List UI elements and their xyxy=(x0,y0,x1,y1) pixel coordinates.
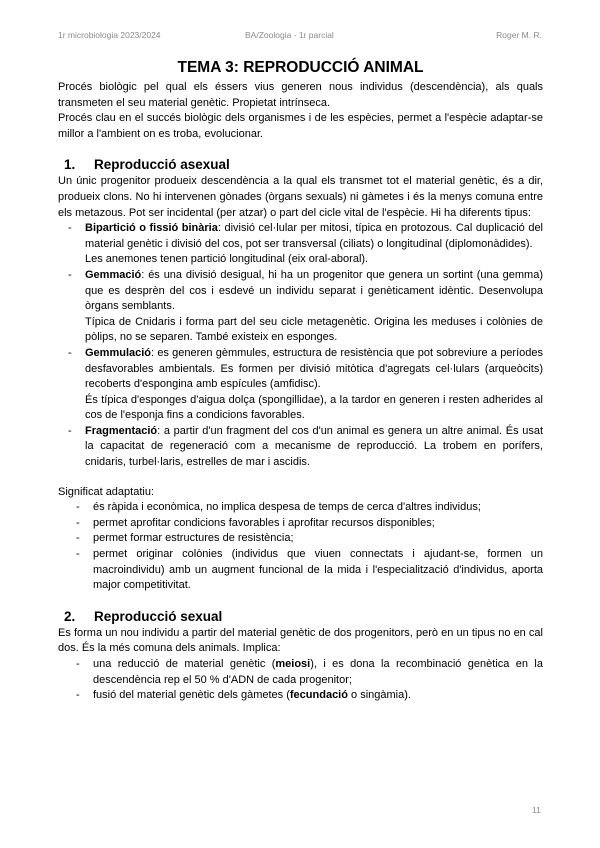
section-2-number: 2. xyxy=(64,608,76,624)
page-title: TEMA 3: REPRODUCCIÓ ANIMAL xyxy=(177,59,424,76)
term: Gemmulació xyxy=(85,346,152,359)
adaptive-label: Significat adaptatiu: xyxy=(58,485,155,498)
list-item: - permet formar estructures de resistència; xyxy=(58,531,543,547)
page-number: 11 xyxy=(532,805,541,815)
text-pre: fusió del material genètic dels gàmetes ( xyxy=(93,689,290,702)
section-2-heading xyxy=(58,608,543,626)
intro-paragraph-2: Procés clau en el succés biològic dels organismes i de les espècies, permet a l'espècie adaptar-se millor a l'ambient on es troba, evolucionar. xyxy=(58,112,543,140)
term: Fragmentació xyxy=(85,424,158,437)
definition: : és una divisió desigual, hi ha un progenitor que genera un sortint (una gemma) que es desprèn del cos i esdevé un individu separat i genèticament idèntic. Desenvolupa òrgans semblants. xyxy=(85,268,543,313)
list-item-fertilization xyxy=(58,688,543,704)
adaptive-list xyxy=(58,500,543,594)
term: Bipartició o fissió binària xyxy=(85,222,218,235)
header-subject: BA/Zoologia - 1r parcial xyxy=(245,30,334,40)
intro-paragraph-1: Procés biològic pel qual els éssers vius generen nous individus (descendència), als quals transmeten el seu material genètic. Propietat intrínseca. xyxy=(58,81,543,109)
section-1-number: 1. xyxy=(64,157,76,173)
continuation: Típica de Cnidaris i forma part del seu cicle metagenètic. Origina les meduses i colònies de pòlips, no se separen. També existeix en esponges. xyxy=(85,315,543,344)
asexual-types-list xyxy=(58,221,543,471)
list-item: - és ràpida i econòmica, no implica despesa de temps de cerca d'altres individus; xyxy=(58,500,543,516)
section-2-title: Reproducció sexual xyxy=(94,608,223,624)
section-1-heading xyxy=(58,156,543,174)
sexual-implications-list xyxy=(58,657,543,704)
section-2-intro: Es forma un nou individu a partir del material genètic de dos progenitors, però en un tipus no en cal dos. És la més comuna dels animals. Implica: xyxy=(58,626,543,655)
definition: : es generen gèmmules, estructura de resistència que pot sobreviure a períodes desfavorables ambientals. Es formen per divisió mitòtica d'agregats cel·lulars (arqueòcits) recoberts d'espongina amb espícules (amfidisc). xyxy=(85,346,543,391)
section-1-title: Reproducció asexual xyxy=(94,157,230,173)
header-author: Roger M. R. xyxy=(496,30,542,40)
page-body xyxy=(58,52,543,704)
term-fertilization: fecundació xyxy=(289,689,348,702)
header-course: 1r microbiologia 2023/2024 xyxy=(58,30,161,40)
list-item: - permet originar colònies (individus que viuen connectats i ajudant-se, formen un macroindividu) amb un augment funcional de la mida i l'especialització d'individus, aporta major competitivitat. xyxy=(58,547,543,594)
list-item-meiosis xyxy=(58,657,543,688)
section-1-intro: Un únic progenitor produeix descendència a la qual els transmet tot el material genètic, és a dir, produeix clons. No hi intervenen gònades (òrgans sexuals) ni gàmetes i és la menys comuna entre els metazous. Pot ser incidental (per atzar) o part del cicle vital de l'espècie. Hi ha diferents tipus: xyxy=(58,175,543,219)
list-item-bipartition xyxy=(58,221,543,268)
list-item-fragmentation xyxy=(58,424,543,471)
text-pre: una reducció de material genètic ( xyxy=(93,658,276,670)
list-item: - permet aprofitar condicions favorables i aprofitar recursos disponibles; xyxy=(58,516,543,532)
continuation: És típica d'esponges d'aigua dolça (spongillidae), a la tardor en generen i resten adherides al cos de l'esponja fins a condicions favorables. xyxy=(85,393,543,422)
term: Gemmació xyxy=(85,268,142,281)
continuation: Les anemones tenen partició longitudinal (eix oral-aboral). xyxy=(85,253,369,266)
list-item-gemmulation xyxy=(58,346,543,424)
definition: : a partir d'un fragment del cos d'un animal es genera un altre animal. És usat la capacitat de regeneració com a mecanisme de reproducció. La trobem en porífers, cnidaris, turbel·laris, estrelles de mar i ascidis. xyxy=(85,424,543,469)
term-meiosis: meiosi xyxy=(275,658,311,670)
definition: : divisió cel·lular per mitosi, típica en protozous. Cal duplicació del material genètic i divisió del cos, pot ser transversal (ciliats) o longitudinal (diplomonàdides). xyxy=(85,222,544,250)
list-item-budding xyxy=(58,268,543,346)
text-post: ), i es dona la recombinació genètica en la descendència rep el 50 % d'ADN de cada progenitor; xyxy=(93,658,543,686)
text-post: o singàmia). xyxy=(347,689,411,702)
